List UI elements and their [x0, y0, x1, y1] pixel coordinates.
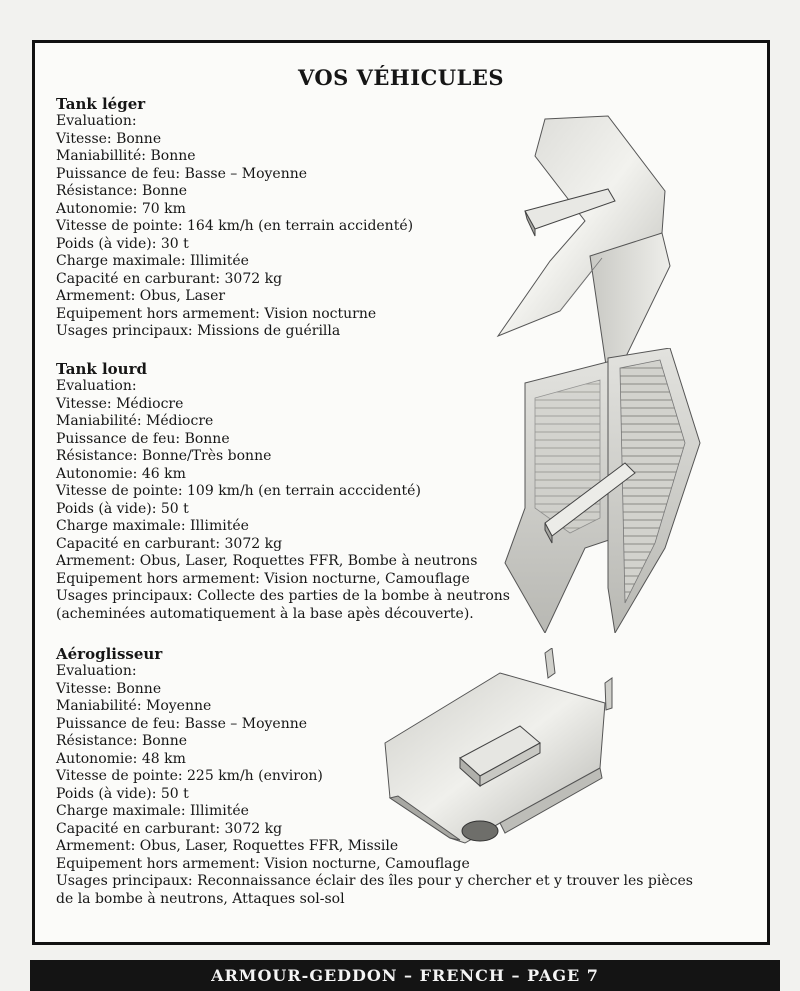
spec-line: Autonomie: 70 km [56, 200, 186, 217]
spec-line: Autonomie: 48 km [56, 750, 186, 767]
heavy-tank-illustration [490, 348, 715, 633]
spec-line: Poids (à vide): 50 t [56, 500, 189, 517]
spec-line: Résistance: Bonne/Très bonne [56, 448, 272, 464]
spec-line: (acheminées automatiquement à la base apès découverte). [56, 605, 474, 622]
spec-line: de la bombe à neutrons, Attaques sol-sol [56, 890, 345, 907]
spec-line: Vitesse: Bonne [56, 130, 162, 147]
spec-line: Puissance de feu: Bonne [56, 430, 230, 447]
spec-list [56, 113, 413, 341]
spec-line: Evaluation: [56, 663, 137, 679]
spec-line: Vitesse: Médiocre [56, 395, 184, 412]
spec-line: Puissance de feu: Basse – Moyenne [56, 715, 308, 732]
vehicle-name: Tank lourd [56, 360, 147, 378]
page-footer: ARMOUR-GEDDON – FRENCH – PAGE 7 [30, 960, 780, 991]
spec-line: Maniabilité: Moyenne [56, 698, 212, 714]
spec-line: Usages principaux: Missions de guérilla [56, 323, 341, 339]
page-title: VOS VÉHICULES [297, 65, 505, 90]
spec-line: Capacité en carburant: 3072 kg [56, 535, 283, 552]
spec-line: Armement: Obus, Laser [56, 288, 226, 304]
spec-line: Capacité en carburant: 3072 kg [56, 270, 283, 287]
spec-line: Résistance: Bonne [56, 733, 187, 749]
spec-line: Charge maximale: Illimitée [56, 518, 249, 534]
spec-line: Vitesse de pointe: 109 km/h (en terrain acccidenté) [56, 483, 421, 499]
spec-line: Vitesse: Bonne [56, 680, 162, 697]
spec-line: Usages principaux: Reconnaissance éclair des îles pour y chercher et y trouver les pièces [56, 873, 693, 889]
spec-line: Autonomie: 46 km [56, 465, 186, 482]
spec-line: Equipement hors armement: Vision nocturne [56, 305, 377, 322]
hovercraft-illustration [380, 648, 625, 848]
spec-line: Résistance: Bonne [56, 183, 187, 199]
vehicle-name: Tank léger [56, 95, 146, 113]
spec-line: Equipement hors armement: Vision nocturne, Camouflage [56, 570, 470, 587]
spec-list [56, 378, 510, 623]
spec-line: Equipement hors armement: Vision nocturne, Camouflage [56, 855, 470, 872]
spec-line: Armement: Obus, Laser, Roquettes FFR, Bombe à neutrons [56, 553, 478, 569]
spec-line: Puissance de feu: Basse – Moyenne [56, 165, 308, 182]
vehicle-section-light-tank [56, 95, 413, 341]
spec-line: Armement: Obus, Laser, Roquettes FFR, Missile [56, 838, 399, 854]
spec-line: Evaluation: [56, 378, 137, 394]
page-frame [32, 40, 770, 945]
spec-line: Evaluation: [56, 113, 137, 129]
spec-line: Vitesse de pointe: 164 km/h (en terrain accidenté) [56, 218, 414, 234]
spec-line: Usages principaux: Collecte des parties de la bombe à neutrons [56, 588, 510, 604]
spec-line: Charge maximale: Illimitée [56, 803, 249, 819]
spec-line: Poids (à vide): 50 t [56, 785, 189, 802]
spec-line: Capacité en carburant: 3072 kg [56, 820, 283, 837]
spec-line: Vitesse de pointe: 225 km/h (environ) [56, 768, 323, 784]
spec-line: Charge maximale: Illimitée [56, 253, 249, 269]
spec-line: Poids (à vide): 30 t [56, 235, 189, 252]
spec-line: Maniabillité: Bonne [56, 148, 196, 164]
vehicle-section-heavy-tank [56, 360, 510, 623]
spec-line: Maniabilité: Médiocre [56, 413, 214, 429]
vehicle-name: Aéroglisseur [56, 645, 163, 663]
